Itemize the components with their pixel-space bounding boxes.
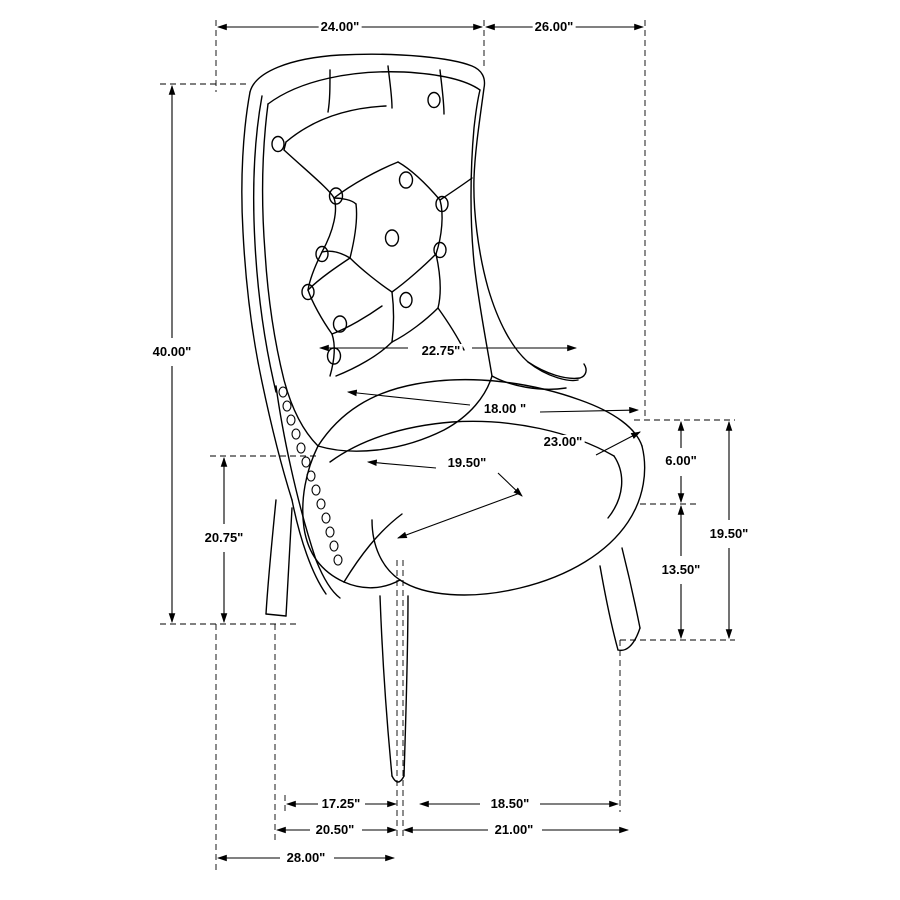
dimension-label-overall-height: 40.00" xyxy=(152,344,192,359)
chair-outline xyxy=(242,54,645,782)
dimension-label-seat-depth: 18.00 " xyxy=(483,401,527,416)
dimension-label-base-left-width: 20.50" xyxy=(315,822,355,837)
dimension-label-overall-depth: 28.00" xyxy=(286,850,326,865)
dimension-label-top-left-width: 24.00" xyxy=(320,19,360,34)
extension-lines xyxy=(160,20,735,872)
dimension-label-seat-height: 13.50" xyxy=(661,562,701,577)
dimension-label-seat-diag: 19.50" xyxy=(447,455,487,470)
dimension-label-top-right-width: 26.00" xyxy=(534,19,574,34)
dimension-label-front-leg-span: 17.25" xyxy=(321,796,361,811)
dimension-label-side-leg-span: 18.50" xyxy=(490,796,530,811)
dimension-label-lower-back-height: 20.75" xyxy=(204,530,244,545)
dimension-label-seat-width: 23.00" xyxy=(543,434,583,449)
dimension-label-arm-height: 19.50" xyxy=(709,526,749,541)
dimension-label-arm-to-seat: 6.00" xyxy=(665,453,697,468)
dimension-label-base-right-width: 21.00" xyxy=(494,822,534,837)
dimension-label-back-width: 22.75" xyxy=(421,343,461,358)
